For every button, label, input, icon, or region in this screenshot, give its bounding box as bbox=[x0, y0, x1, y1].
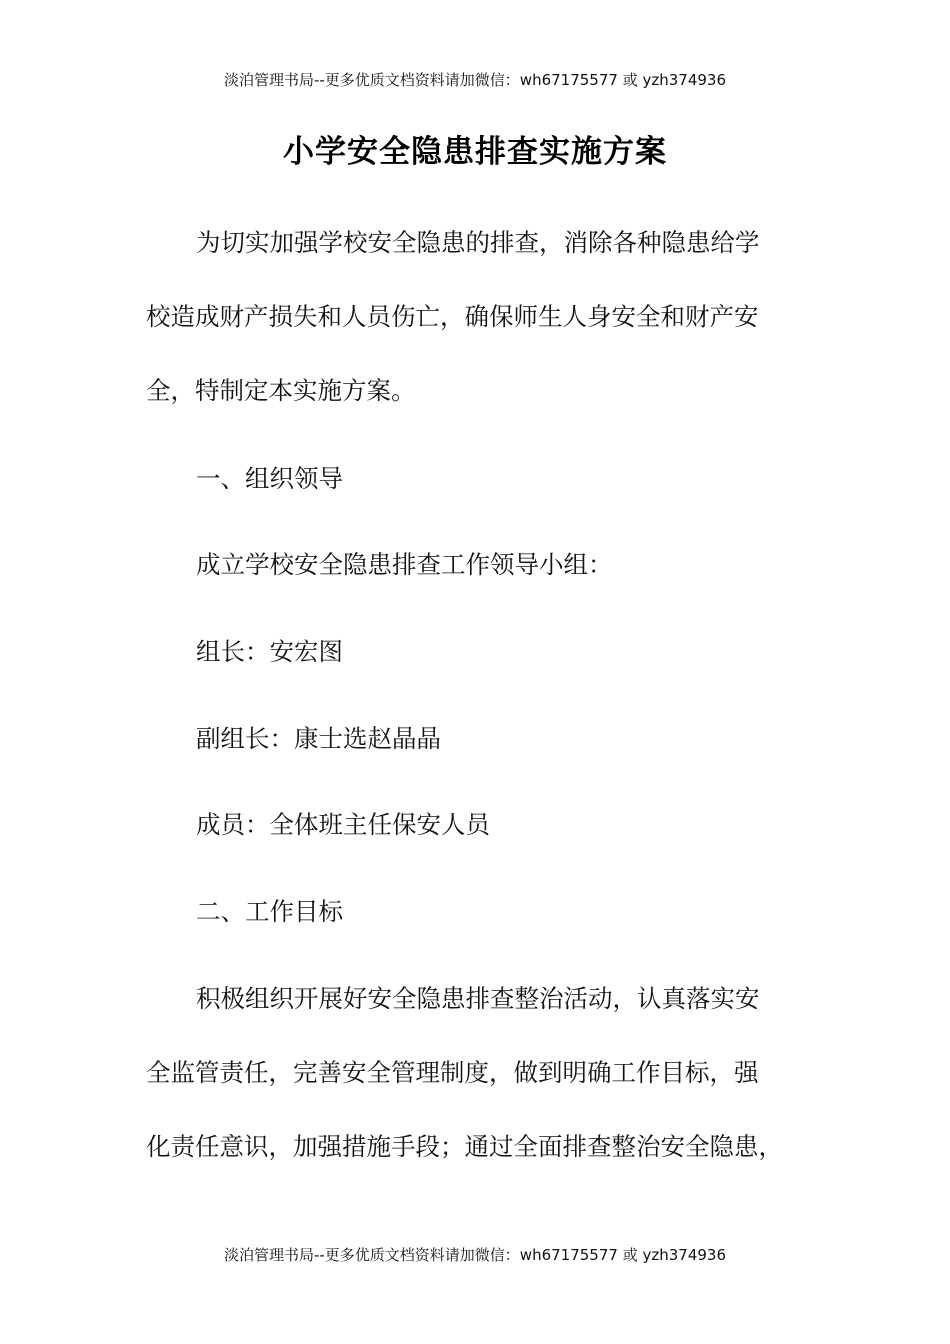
intro-line-3: 全，特制定本实施方案。 bbox=[146, 376, 416, 405]
section1-intro: 成立学校安全隐患排查工作领导小组： bbox=[196, 550, 613, 579]
intro-line-2: 校造成财产损失和人员伤亡，确保师生人身安全和财产安 bbox=[146, 302, 759, 331]
section2-line-3: 化责任意识，加强措施手段；通过全面排查整治安全隐患， bbox=[146, 1132, 783, 1161]
section2-heading: 二、工作目标 bbox=[196, 897, 343, 926]
leader-line: 组长：安宏图 bbox=[196, 637, 343, 666]
members-line: 成员：全体班主任保安人员 bbox=[196, 810, 490, 839]
deputy-leader-line: 副组长：康士选赵晶晶 bbox=[196, 724, 441, 753]
document-title: 小学安全隐患排查实施方案 bbox=[283, 134, 667, 170]
section1-heading: 一、组织领导 bbox=[196, 464, 343, 493]
page-header: 淡泊管理书局--更多优质文档资料请加微信：wh67175577 或 yzh374936 bbox=[223, 71, 726, 89]
intro-line-1: 为切实加强学校安全隐患的排查，消除各种隐患给学 bbox=[196, 228, 760, 257]
section2-line-1: 积极组织开展好安全隐患排查整治活动，认真落实安 bbox=[196, 984, 760, 1013]
page-footer: 淡泊管理书局--更多优质文档资料请加微信：wh67175577 或 yzh374936 bbox=[223, 1246, 726, 1264]
section2-line-2: 全监管责任，完善安全管理制度，做到明确工作目标，强 bbox=[146, 1058, 759, 1087]
